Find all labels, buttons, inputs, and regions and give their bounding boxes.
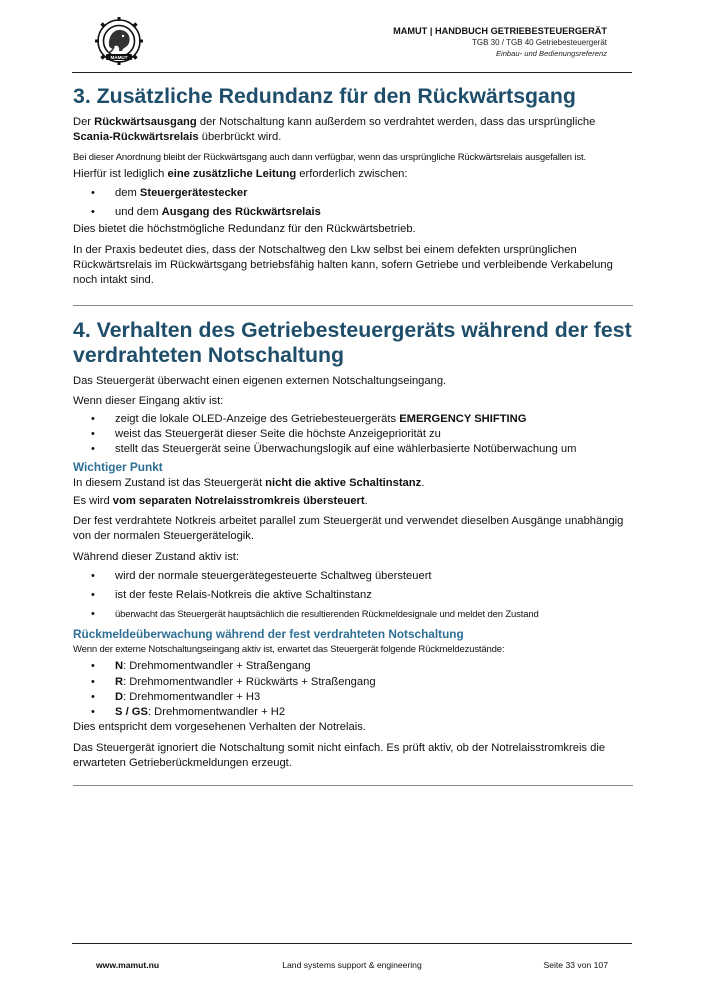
manual-subtitle-2: Einbau- und Bedienungsreferenz	[495, 49, 607, 58]
bullet-icon: •	[91, 206, 95, 219]
important-point-line-2: Es wird vom separaten Notrelaisstromkreis übersteuert.	[73, 494, 368, 507]
section-4-bullet-list-2	[73, 567, 633, 624]
page-header	[72, 12, 632, 74]
svg-text:MAMUT: MAMUT	[110, 54, 128, 60]
page-number: Seite 33 von 107	[543, 960, 608, 970]
section-4-paragraph-6: Das Steuergerät ignoriert die Notschaltung somit nicht einfach. Es prüft aktiv, ob der Notrelaisstromkreis die erwarteten Getrieberückmeldungen erzeugt.	[73, 741, 606, 769]
bullet-icon: •	[91, 660, 95, 673]
footer-divider	[72, 943, 632, 944]
feedback-monitoring-heading: Rückmeldeüberwachung während der fest verdrahteten Notschaltung	[73, 627, 464, 642]
section-4-paragraph-5: Dies entspricht dem vorgesehenen Verhalten der Notrelais.	[73, 721, 366, 734]
section-3-paragraph-1: Der Rückwärtsausgang der Notschaltung kann außerdem so verdrahtet werden, dass das ursprüngliche Scania-Rückwärtsrelais überbrückt wird.	[73, 116, 596, 144]
list-item: • ist der feste Relais-Notkreis die aktive Schaltinstanz	[73, 586, 633, 605]
list-item: • weist das Steuergerät dieser Seite die höchste Anzeigepriorität zu	[73, 427, 633, 442]
list-item: • wird der normale steuergerätegesteuerte Schaltweg übersteuert	[73, 567, 633, 586]
list-item: • und dem Ausgang des Rückwärtsrelais	[73, 203, 633, 222]
feedback-states-list	[73, 659, 633, 720]
section-3-bullet-list	[73, 184, 633, 222]
section-divider	[73, 305, 633, 306]
section-3-paragraph-4: Dies bietet die höchstmögliche Redundanz für den Rückwärtsbetrieb.	[73, 223, 416, 236]
bullet-icon: •	[91, 608, 95, 621]
bullet-icon: •	[91, 187, 95, 200]
section-3-paragraph-3: Hierfür ist lediglich eine zusätzliche Leitung erforderlich zwischen:	[73, 167, 408, 180]
mamut-gear-logo	[94, 16, 144, 66]
section-3-paragraph-5: In der Praxis bedeutet dies, dass der Notschaltweg den Lkw selbst bei einem defekten ursprünglichen Rückwärtsrelais im Rückwärtsgang betriebsfähig halten kann, sofern Getriebe und verbleibende Verkabelung noch intakt sind.	[73, 243, 613, 287]
manual-subtitle: TGB 30 / TGB 40 Getriebesteuergerät	[471, 38, 607, 47]
footer-tagline: Land systems support & engineering	[282, 960, 422, 970]
section-4-paragraph-1: Das Steuergerät überwacht einen eigenen externen Notschaltungseingang.	[73, 374, 447, 387]
header-text	[393, 26, 607, 59]
header-divider	[72, 72, 632, 73]
section-4-heading: 4. Verhalten des Getriebesteuergeräts während der fest verdrahteten Notschaltung	[73, 317, 632, 367]
list-item: • stellt das Steuergerät seine Überwachungslogik auf eine wählerbasierte Notüberwachung um	[73, 442, 633, 457]
list-item: • dem Steuergerätestecker	[73, 184, 633, 203]
list-item: • zeigt die lokale OLED-Anzeige des Getriebesteuergeräts EMERGENCY SHIFTING	[73, 412, 633, 427]
list-item: • N: Drehmomentwandler + Straßengang	[73, 659, 633, 674]
list-item: • überwacht das Steuergerät hauptsächlich die resultierenden Rückmeldesignale und meldet den Zustand	[73, 605, 633, 624]
section-4-paragraph-4: Während dieser Zustand aktiv ist:	[73, 550, 240, 563]
bullet-icon: •	[91, 705, 95, 718]
feedback-monitoring-intro: Wenn der externe Notschaltungseingang aktiv ist, erwartet das Steuergerät folgende Rückmeldezustände:	[73, 644, 505, 656]
important-point-heading: Wichtiger Punkt	[73, 460, 163, 475]
bullet-icon: •	[91, 412, 95, 425]
page-content	[73, 84, 633, 786]
bullet-icon: •	[91, 427, 95, 440]
important-point-line-1: In diesem Zustand ist das Steuergerät nicht die aktive Schaltinstanz.	[73, 477, 425, 490]
section-4-paragraph-3: Der fest verdrahtete Notkreis arbeitet parallel zum Steuergerät und verwendet dieselben Ausgänge unabhängig von der normalen Steuergerätelogik.	[73, 515, 624, 543]
manual-title: MAMUT | HANDBUCH GETRIEBESTEUERGERÄT	[393, 26, 607, 36]
section-divider	[73, 785, 633, 786]
list-item: • D: Drehmomentwandler + H3	[73, 690, 633, 705]
list-item: • R: Drehmomentwandler + Rückwärts + Straßengang	[73, 675, 633, 690]
bullet-icon: •	[91, 589, 95, 602]
section-4-paragraph-2: Wenn dieser Eingang aktiv ist:	[73, 395, 224, 408]
bullet-icon: •	[91, 675, 95, 688]
footer-website-link[interactable]: www.mamut.nu	[96, 960, 160, 970]
section-4-bullet-list-1	[73, 412, 633, 458]
bullet-icon: •	[91, 443, 95, 456]
section-3-heading: 3. Zusätzliche Redundanz für den Rückwärtsgang	[73, 84, 576, 108]
bullet-icon: •	[91, 690, 95, 703]
bullet-icon: •	[91, 570, 95, 583]
list-item: • S / GS: Drehmomentwandler + H2	[73, 705, 633, 720]
section-3-paragraph-2: Bei dieser Anordnung bleibt der Rückwärtsgang auch dann verfügbar, wenn das ursprüngliche Rückwärtsrelais ausgefallen ist.	[73, 151, 586, 163]
